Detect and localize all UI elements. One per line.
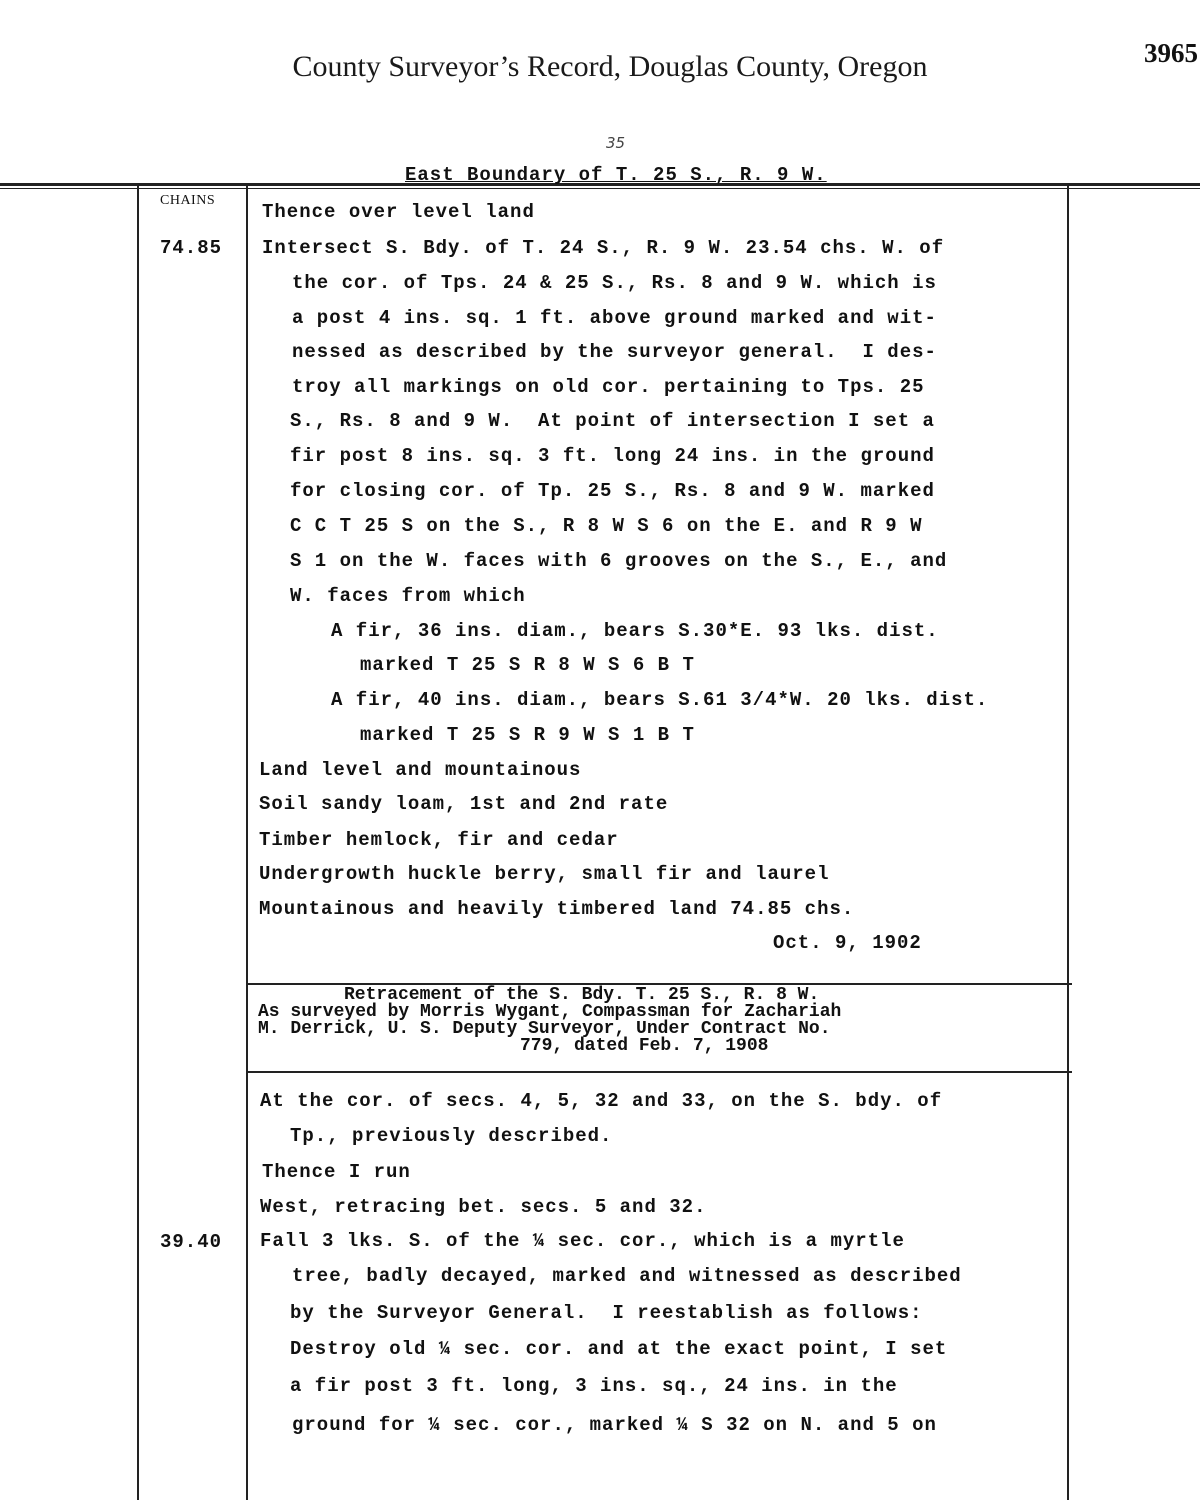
record-line: Thence over level land (262, 201, 535, 223)
record-line: Destroy old ¼ sec. cor. and at the exact point, I set (290, 1338, 948, 1360)
record-line: Tp., previously described. (290, 1125, 613, 1147)
record-line: C C T 25 S on the S., R 8 W S 6 on the E. and R 9 W (290, 515, 923, 537)
record-line: At the cor. of secs. 4, 5, 32 and 33, on the S. bdy. of (260, 1090, 943, 1112)
record-line: marked T 25 S R 8 W S 6 B T (360, 654, 695, 676)
record-line: by the Surveyor General. I reestablish as follows: (290, 1302, 923, 1324)
left-margin-line (137, 186, 139, 1500)
chain-value: 39.40 (160, 1231, 223, 1253)
record-line: troy all markings on old cor. pertaining to Tps. 25 (292, 376, 925, 398)
record-line: A fir, 40 ins. diam., bears S.61 3/4*W. 20 lks. dist. (331, 689, 989, 711)
record-line: Undergrowth huckle berry, small fir and laurel (259, 863, 830, 885)
record-line: Timber hemlock, fir and cedar (259, 829, 619, 851)
record-line: a fir post 3 ft. long, 3 ins. sq., 24 ins. in the (290, 1375, 898, 1397)
record-line: West, retracing bet. secs. 5 and 32. (260, 1196, 707, 1218)
retracement-heading (258, 987, 1068, 1055)
retracement-line: M. Derrick, U. S. Deputy Surveyor, Under Contract No. (258, 1019, 831, 1039)
record-line: nessed as described by the surveyor general. I des- (292, 341, 937, 363)
record-line: Thence I run (262, 1161, 411, 1183)
section-heading: East Boundary of T. 25 S., R. 9 W. (405, 164, 827, 186)
divider-lower (246, 1071, 1072, 1073)
record-line: Fall 3 lks. S. of the ¼ sec. cor., which is a myrtle (260, 1230, 905, 1252)
chain-value: 74.85 (160, 237, 223, 259)
record-line: fir post 8 ins. sq. 3 ft. long 24 ins. in the ground (290, 445, 935, 467)
handwritten-page-number: 35 (606, 134, 626, 152)
record-line: tree, badly decayed, marked and witnessed as described (292, 1265, 962, 1287)
record-line: the cor. of Tps. 24 & 25 S., Rs. 8 and 9 W. which is (292, 272, 937, 294)
page-number: 3965 (1144, 38, 1198, 68)
record-line: Intersect S. Bdy. of T. 24 S., R. 9 W. 23.54 chs. W. of (262, 237, 945, 259)
top-rule-thin (0, 188, 1200, 189)
record-line: S., Rs. 8 and 9 W. At point of intersection I set a (290, 410, 935, 432)
record-line: A fir, 36 ins. diam., bears S.30*E. 93 lks. dist. (331, 620, 939, 642)
record-line: a post 4 ins. sq. 1 ft. above ground marked and wit- (292, 307, 937, 329)
right-margin-line (1067, 186, 1069, 1500)
record-line: marked T 25 S R 9 W S 1 B T (360, 724, 695, 746)
record-line: Soil sandy loam, 1st and 2nd rate (259, 793, 669, 815)
record-date: Oct. 9, 1902 (773, 932, 922, 954)
page-title: County Surveyor’s Record, Douglas County, Oregon (292, 50, 928, 83)
retracement-line: 779, dated Feb. 7, 1908 (520, 1036, 769, 1056)
record-line: Land level and mountainous (259, 759, 582, 781)
record-line: W. faces from which (290, 585, 526, 607)
chains-column-line (246, 186, 248, 1500)
record-line: S 1 on the W. faces with 6 grooves on the S., E., and (290, 550, 948, 572)
record-line: ground for ¼ sec. cor., marked ¼ S 32 on N. and 5 on (292, 1414, 937, 1436)
record-line: for closing cor. of Tp. 25 S., Rs. 8 and 9 W. marked (290, 480, 935, 502)
retracement-line: Retracement of the S. Bdy. T. 25 S., R. 8 W. (344, 985, 820, 1005)
record-line: Mountainous and heavily timbered land 74.85 chs. (259, 898, 855, 920)
retracement-line: As surveyed by Morris Wygant, Compassman for Zachariah (258, 1002, 842, 1022)
chains-column-label: CHAINS (160, 193, 216, 208)
